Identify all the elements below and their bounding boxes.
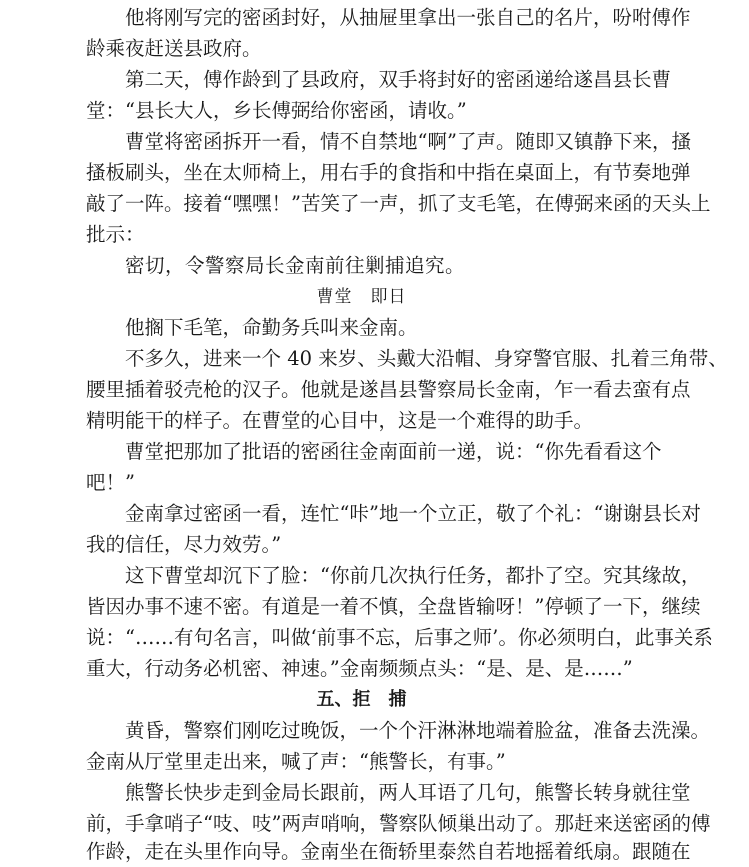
text-line: 吧！” bbox=[86, 471, 135, 494]
decree-signature: 曹堂 即日 bbox=[316, 287, 407, 307]
text-line: 曹堂将密函拆开一看，情不自禁地“啊”了声。随即又镇静下来，搔 bbox=[125, 130, 691, 153]
text-line: 精明能干的样子。在曹堂的心目中，这是一个难得的助手。 bbox=[86, 409, 594, 432]
text-line: 熊警长快步走到金局长跟前，两人耳语了几句，熊警长转身就往堂 bbox=[125, 781, 691, 804]
text-line: 说：“……有句名言，叫做‘前事不忘，后事之师’。你必须明白，此事关系 bbox=[86, 626, 713, 649]
text-line: 龄乘夜赶送县政府。 bbox=[86, 37, 262, 60]
text-line: 腰里插着驳壳枪的汉子。他就是遂昌县警察局长金南，乍一看去蛮有点 bbox=[86, 378, 691, 401]
text-line: 他将刚写完的密函封好，从抽屉里拿出一张自己的名片，吩咐傅作 bbox=[125, 6, 691, 29]
text-line: 金南从厅堂里走出来，喊了声：“熊警长，有事。” bbox=[86, 750, 506, 773]
text-line: 他搁下毛笔，命勤务兵叫来金南。 bbox=[125, 316, 418, 339]
text-line: 我的信任，尽力效劳。” bbox=[86, 533, 282, 556]
text-line: 前，手拿哨子“吱、吱”两声哨响，警察队倾巢出动了。那赶来送密函的傅 bbox=[86, 812, 711, 835]
text-line: 不多久，进来一个 40 来岁、头戴大沿帽、身穿警官服、扎着三角带、 bbox=[125, 347, 728, 370]
text-line: 敲了一阵。接着“嘿嘿！”苦笑了一声，抓了支毛笔，在傅弼来函的天头上 bbox=[86, 192, 711, 215]
text-line: 金南拿过密函一看，连忙“咔”地一个立正，敬了个礼：“谢谢县长对 bbox=[125, 502, 701, 525]
text-line: 批示： bbox=[86, 223, 145, 246]
text-line: 曹堂把那加了批语的密函往金南面前一递，说：“你先看看这个 bbox=[125, 440, 662, 463]
text-line: 作龄，走在头里作向导。金南坐在衙轿里泰然自若地摇着纸扇。跟随在 bbox=[86, 840, 691, 863]
text-line: 皆因办事不速不密。有道是一着不慎，全盘皆输呀！”停顿了一下，继续 bbox=[86, 595, 701, 618]
decree-text: 密切，令警察局长金南前往剿捕追究。 bbox=[125, 254, 466, 277]
text-line: 黄昏，警察们刚吃过晚饭，一个个汗淋淋地端着脸盆，准备去洗澡。 bbox=[125, 719, 711, 742]
text-line: 重大，行动务必机密、神速。”金南频频点头：“是、是、是……” bbox=[86, 657, 633, 680]
text-line: 第二天，傅作龄到了县政府，双手将封好的密函递给遂昌县长曹 bbox=[125, 68, 672, 91]
section-heading: 五、拒 捕 bbox=[316, 689, 407, 710]
text-line: 堂：“县长大人，乡长傅弼给你密函，请收。” bbox=[86, 99, 467, 122]
text-line: 搔板刷头，坐在太师椅上，用右手的食指和中指在桌面上，有节奏地弹 bbox=[86, 161, 691, 184]
text-line: 这下曹堂却沉下了脸：“你前几次执行任务，都扑了空。究其缘故， bbox=[125, 564, 701, 587]
